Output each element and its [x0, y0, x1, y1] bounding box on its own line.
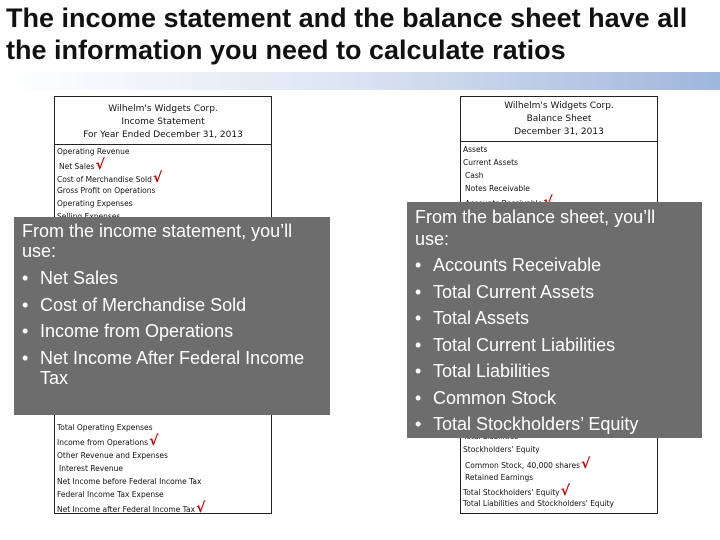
- balance-callout-list: [415, 252, 694, 438]
- statement-row-label: Notes Receivable: [465, 184, 530, 193]
- balance-period: December 31, 2013: [514, 127, 604, 137]
- statement-row-label: Gross Profit on Operations: [57, 186, 156, 195]
- statement-row: [57, 433, 159, 449]
- list-item: • Total Liabilities: [415, 358, 694, 385]
- income-period: For Year Ended December 31, 2013: [83, 130, 243, 140]
- slide-title: [6, 2, 718, 66]
- statement-row-label: Income from Operations: [57, 438, 149, 447]
- statement-row-label: Stockholders' Equity: [463, 445, 540, 454]
- statement-row: [57, 423, 153, 432]
- statement-row: [463, 483, 570, 499]
- statement-row: [463, 445, 540, 454]
- check-mark-icon: √: [95, 157, 105, 173]
- statement-row-label: Other Revenue and Expenses: [57, 451, 168, 460]
- statement-row: [57, 186, 155, 195]
- statement-row-label: Cost of Merchandise Sold: [57, 175, 152, 184]
- statement-row: [463, 145, 487, 154]
- check-mark-icon: √: [152, 170, 163, 186]
- income-company: Wilhelm's Widgets Corp.: [108, 104, 218, 114]
- statement-row-label: Assets: [463, 145, 488, 154]
- statement-row: [465, 171, 484, 180]
- list-item: • Common Stock: [415, 385, 694, 412]
- balance-company: Wilhelm's Widgets Corp.: [504, 101, 614, 111]
- statement-row-label: Net Income before Federal Income Tax: [57, 477, 202, 486]
- check-mark-icon: √: [196, 500, 206, 516]
- statement-row: [463, 499, 614, 508]
- list-item: • Income from Operations: [22, 318, 322, 345]
- balance-name: Balance Sheet: [526, 114, 592, 124]
- statement-row-label: Net Sales: [59, 162, 95, 171]
- title-line-1: The income statement and the balance sheet have all: [6, 3, 688, 33]
- statement-row-label: Cash: [465, 171, 484, 180]
- statement-row: [57, 199, 133, 208]
- list-item: • Total Stockholders’ Equity: [415, 411, 694, 438]
- statement-row-label: Operating Expenses: [57, 199, 133, 208]
- check-mark-icon: √: [149, 433, 159, 449]
- statement-row-label: Net Income after Federal Income Tax: [57, 505, 196, 514]
- income-name: Income Statement: [121, 117, 205, 127]
- statement-row: [57, 500, 206, 516]
- list-item: • Accounts Receivable: [415, 252, 694, 279]
- list-item: • Total Current Assets: [415, 279, 694, 306]
- statement-row: [57, 147, 130, 156]
- statement-row: [57, 477, 201, 486]
- statement-row-label: Total Operating Expenses: [57, 423, 153, 432]
- income-callout-list: [22, 265, 322, 388]
- balance-callout: [407, 202, 702, 438]
- check-mark-icon: √: [560, 483, 570, 499]
- list-item: • Total Assets: [415, 305, 694, 332]
- statement-row-label: Federal Income Tax Expense: [57, 490, 164, 499]
- list-item: • Cost of Merchandise Sold: [22, 292, 322, 319]
- statement-row-label: Current Assets: [463, 158, 518, 167]
- statement-row-label: Total Liabilities and Stockholders' Equity: [463, 499, 614, 508]
- income-callout: [14, 217, 330, 415]
- statement-row: [59, 157, 105, 173]
- statement-row: [57, 451, 168, 460]
- balance-sheet-header: [461, 97, 657, 142]
- balance-callout-intro: From the balance sheet, you’ll use:: [415, 207, 656, 249]
- statement-row-label: Operating Revenue: [57, 147, 130, 156]
- title-line-2: the information you need to calculate ratios: [6, 35, 566, 65]
- statement-row: [57, 170, 163, 186]
- statement-row: [57, 490, 164, 499]
- check-mark-icon: √: [581, 456, 591, 472]
- income-statement-header: [55, 97, 271, 145]
- statement-row: [465, 456, 591, 472]
- decorative-stripe: [0, 72, 720, 90]
- income-callout-intro: From the income statement, you’ll use:: [22, 221, 293, 261]
- list-item: • Net Income After Federal Income Tax: [22, 345, 322, 388]
- list-item: • Total Current Liabilities: [415, 332, 694, 359]
- statement-row-label: Retained Earnings: [465, 473, 534, 482]
- statement-row-label: Interest Revenue: [59, 464, 123, 473]
- statement-row: [463, 158, 518, 167]
- statement-row-label: Common Stock, 40,000 shares: [465, 461, 581, 470]
- statement-row: [59, 464, 123, 473]
- statement-row: [465, 473, 533, 482]
- statement-row: [465, 184, 530, 193]
- list-item: • Net Sales: [22, 265, 322, 292]
- statement-row-label: Total Stockholders' Equity: [463, 488, 560, 497]
